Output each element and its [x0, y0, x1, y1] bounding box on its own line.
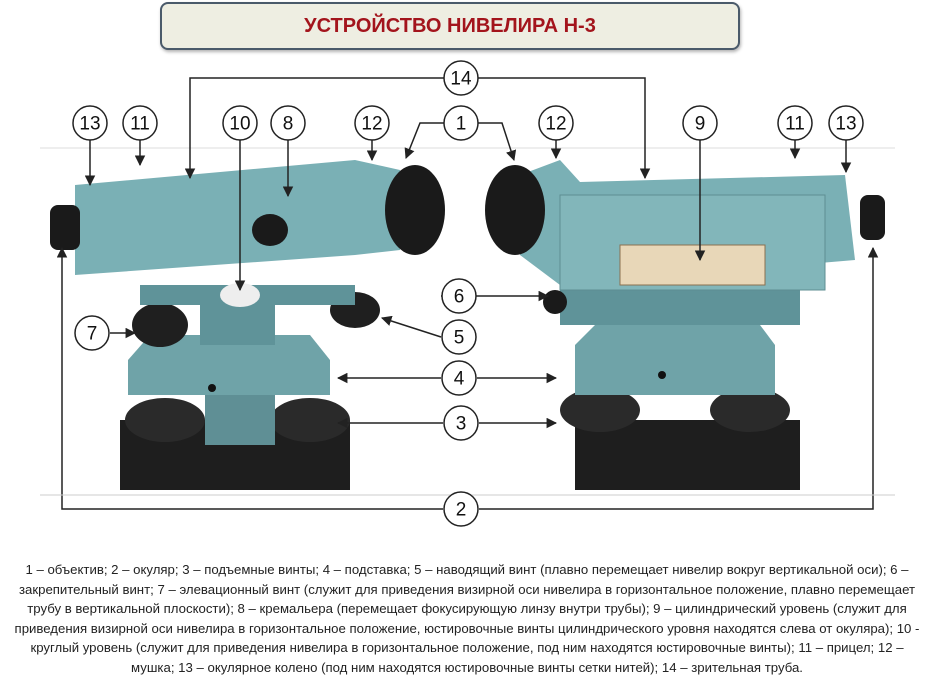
svg-text:10: 10 — [229, 113, 251, 135]
svg-text:3: 3 — [455, 413, 467, 435]
callout-13-right — [829, 106, 863, 140]
svg-text:13: 13 — [79, 113, 101, 135]
callout-1 — [444, 106, 478, 140]
svg-text:2: 2 — [455, 499, 467, 521]
svg-text:11: 11 — [785, 113, 805, 135]
callout-12-left — [355, 106, 389, 140]
callout-12-right — [539, 106, 573, 140]
callout-11-right — [778, 106, 812, 140]
svg-text:1: 1 — [455, 113, 467, 135]
callout-10 — [223, 106, 257, 140]
callout-6 — [442, 279, 476, 313]
callout-8 — [271, 106, 305, 140]
callout-11-left — [123, 106, 157, 140]
svg-text:4: 4 — [453, 368, 465, 390]
svg-text:12: 12 — [361, 113, 383, 135]
svg-text:9: 9 — [694, 113, 706, 135]
callout-3 — [444, 406, 478, 440]
callout-14 — [444, 61, 478, 95]
svg-text:12: 12 — [545, 113, 567, 135]
right-instrument-photo — [485, 160, 885, 490]
page-title: УСТРОЙСТВО НИВЕЛИРА Н-3 — [304, 14, 596, 37]
svg-text:8: 8 — [282, 113, 294, 135]
callout-4 — [442, 361, 476, 395]
svg-text:13: 13 — [835, 113, 857, 135]
callout-7 — [75, 316, 109, 350]
svg-text:6: 6 — [453, 286, 465, 308]
svg-text:11: 11 — [130, 113, 150, 135]
svg-text:14: 14 — [450, 68, 472, 90]
svg-text:7: 7 — [86, 323, 98, 345]
callout-9 — [683, 106, 717, 140]
left-instrument-photo — [50, 160, 445, 490]
svg-text:5: 5 — [453, 327, 465, 349]
legend-caption: 1 – объектив; 2 – окуляр; 3 – подъемные винты; 4 – подставка; 5 – наводящий винт (плавно перемещает нивелир вокруг вертикальной оси); 6 – закрепительный винт; 7 – элевационный винт (служит для приведения визирной оси нивелира в горизонтальное положение, плавно перемещает трубу в вертикальной плоскости); 8 – кремальера (перемещает фокусирующую линзу внутри трубы); 9 – цилиндрический уровень (служит для приведения визирной оси нивелира в горизонтальное положение, юстировочные винты цилиндрического уровня находятся слева от окуляра); 10 - круглый уровень (служит для приведения нивелира в горизонтальное положение, под ним находятся юстировочные винты); 11 – прицел; 12 – мушка; 13 – окулярное колено (под ним находятся юстировочные винты сетки нитей); 14 – зрительная труба. — [14, 562, 920, 675]
callout-5 — [442, 320, 476, 354]
callout-2 — [444, 492, 478, 526]
callout-13-left — [73, 106, 107, 140]
